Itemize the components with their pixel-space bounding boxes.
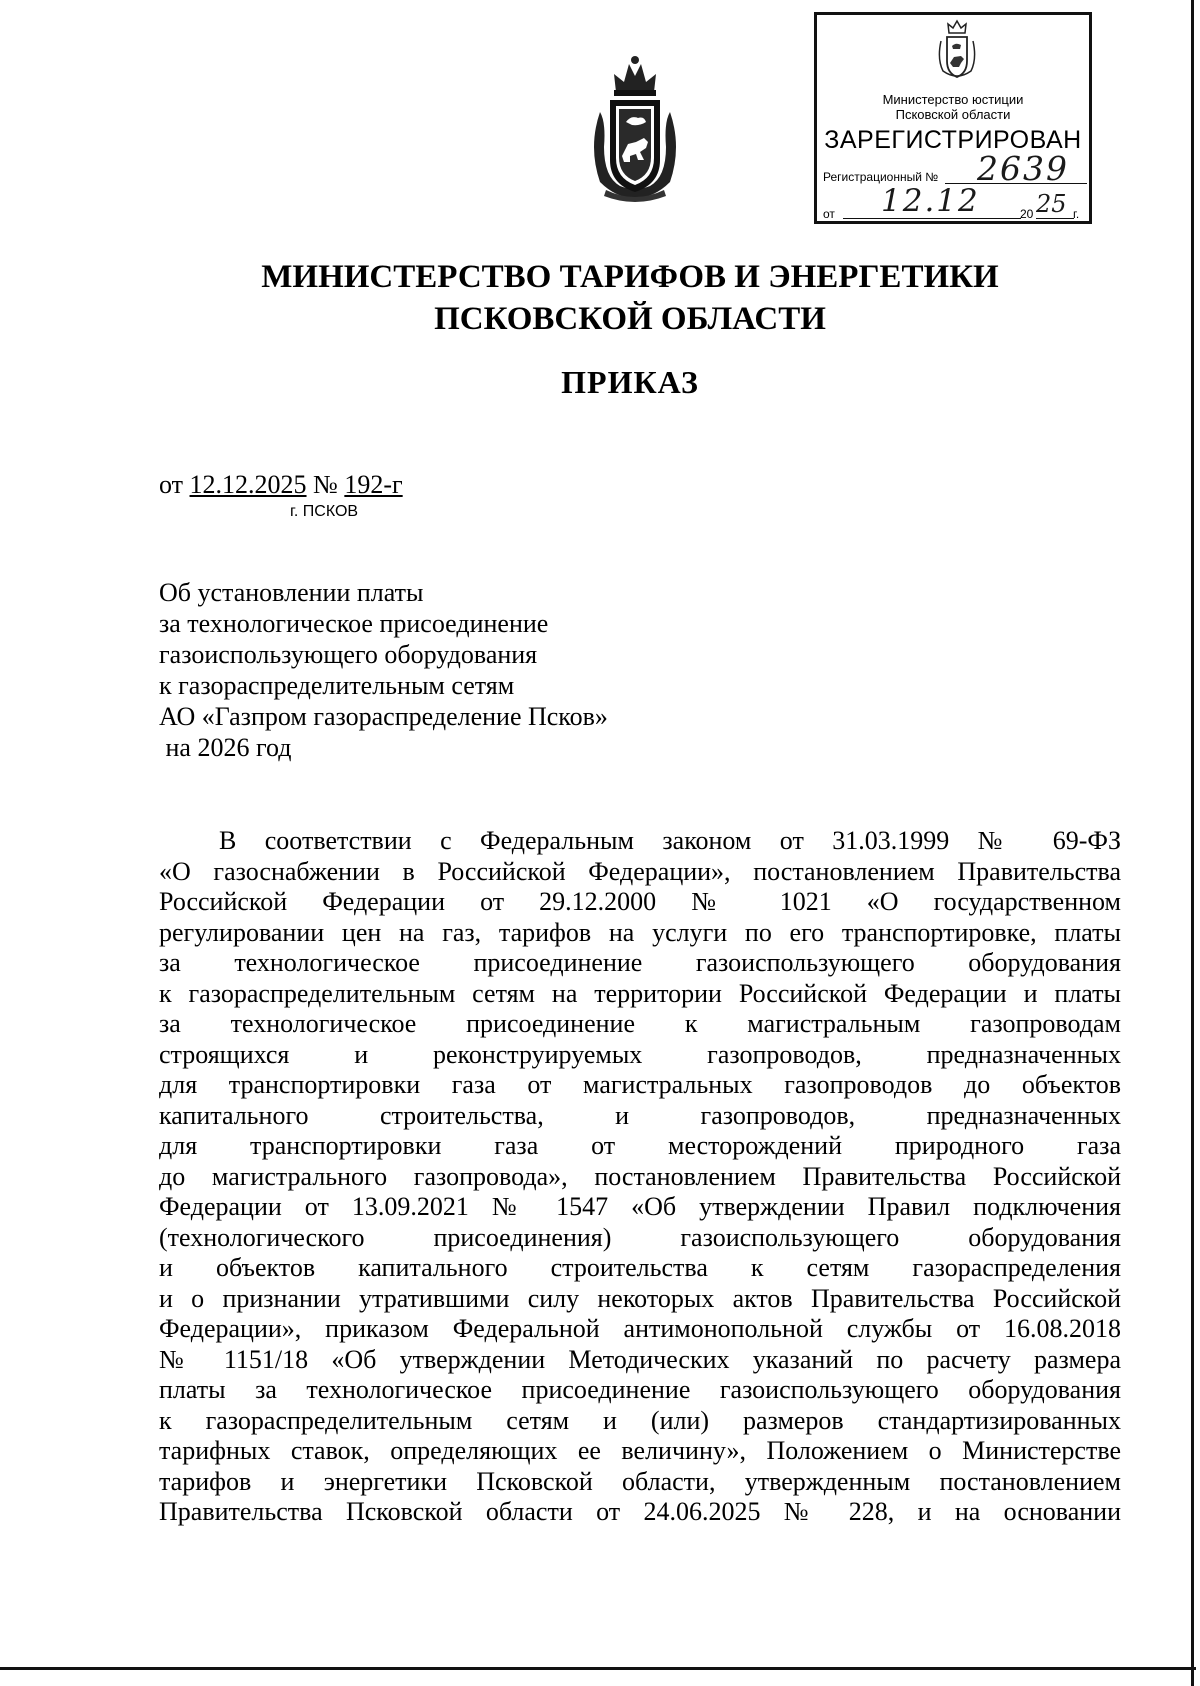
body-line: для транспортировки газа от месторождений природного газа <box>159 1131 1121 1160</box>
body-line: Правительства Псковской области от 24.06.2025 № 228, и на основании <box>159 1497 1121 1526</box>
body-line: к газораспределительным сетям и (или) размеров стандартизированных <box>159 1405 1121 1435</box>
body-line: за технологическое присоединение газоиспользующего оборудования <box>159 948 1121 977</box>
body-line: платы за технологическое присоединение газоиспользующего оборудования <box>159 1375 1121 1404</box>
stamp-reg-label: Регистрационный № <box>823 170 939 184</box>
stamp-org-line1: Министерство юстиции <box>882 92 1024 107</box>
body-line: «О газоснабжении в Российской Федерации», постановлением Правительства <box>159 856 1121 886</box>
page-border-right <box>1191 0 1194 1686</box>
order-number-sign: № <box>313 470 338 499</box>
order-subject <box>159 577 608 763</box>
order-date-line <box>159 470 403 500</box>
order-number: 192-г <box>344 470 403 499</box>
subject-line: на 2026 год <box>159 733 292 762</box>
body-line: Российской Федерации от 29.12.2000 № 1021 «О государственном <box>159 887 1121 916</box>
stamp-date-prefix: от <box>823 207 835 221</box>
order-date: 12.12.2025 <box>189 470 307 499</box>
order-date-prefix: от <box>159 470 184 499</box>
body-line: капитального строительства, и газопроводов, предназначенных <box>159 1100 1121 1130</box>
body-line: строящихся и реконструируемых газопроводов, предназначенных <box>159 1039 1121 1069</box>
ministry-name <box>240 256 1020 340</box>
subject-line: газоиспользующего оборудования <box>159 640 538 669</box>
stamp-year-prefix: 20 <box>1020 207 1034 221</box>
stamp-reg-number: 2639 <box>977 149 1069 188</box>
body-line: тарифов и энергетики Псковской области, утвержденным постановлением <box>159 1466 1121 1496</box>
stamp-status: ЗАРЕГИСТРИРОВАН <box>824 126 1082 154</box>
body-line: к газораспределительным сетям на территории Российской Федерации и платы <box>159 978 1121 1008</box>
order-city: г. ПСКОВ <box>290 503 359 520</box>
subject-line: за технологическое присоединение <box>159 609 549 638</box>
ministry-name-line1: МИНИСТЕРСТВО ТАРИФОВ И ЭНЕРГЕТИКИ <box>261 259 999 295</box>
registration-stamp <box>814 12 1092 224</box>
stamp-date: 12.12 <box>881 183 980 219</box>
body-line: и объектов капитального строительства к сетям газораспределения <box>159 1253 1121 1282</box>
body-line: Федерации от 13.09.2021 № 1547 «Об утверждении Правил подключения <box>159 1192 1121 1221</box>
stamp-year-suffix: г. <box>1073 207 1080 221</box>
stamp-org-line2: Псковской области <box>895 107 1011 122</box>
subject-line: к газораспределительным сетям <box>159 671 515 700</box>
ministry-name-line2: ПСКОВСКОЙ ОБЛАСТИ <box>434 301 826 337</box>
document-type-title: ПРИКАЗ <box>561 364 699 400</box>
body-line: Федерации», приказом Федеральной антимонопольной службы от 16.08.2018 <box>159 1314 1121 1343</box>
stamp-year: 25 <box>1036 190 1067 218</box>
subject-line: АО «Газпром газораспределение Псков» <box>159 702 608 731</box>
body-line: за технологическое присоединение к магистральным газопроводам <box>159 1009 1121 1038</box>
order-body <box>159 826 1121 1528</box>
coat-of-arms-emblem <box>586 52 684 202</box>
body-line: регулировании цен на газ, тарифов на услуги по его транспортировке, платы <box>159 917 1121 947</box>
subject-line: Об установлении платы <box>159 578 424 607</box>
body-line: В соответствии с Федеральным законом от 31.03.1999 № 69-ФЗ <box>219 826 1121 855</box>
body-line: для транспортировки газа от магистральных газопроводов до объектов <box>159 1070 1121 1099</box>
stamp-year-line <box>1036 218 1074 219</box>
body-line: (технологического присоединения) газоиспользующего оборудования <box>159 1222 1121 1252</box>
page-border-bottom <box>0 1667 1196 1670</box>
body-line: до магистрального газопровода», постановлением Правительства Российской <box>159 1161 1121 1191</box>
body-line: № 1151/18 «Об утверждении Методических указаний по расчету размера <box>159 1344 1121 1374</box>
body-line: тарифных ставок, определяющих ее величину», Положением о Министерстве <box>159 1436 1121 1465</box>
stamp-emblem-icon <box>935 19 979 81</box>
body-line: и о признании утратившими силу некоторых актов Правительства Российской <box>159 1283 1121 1313</box>
